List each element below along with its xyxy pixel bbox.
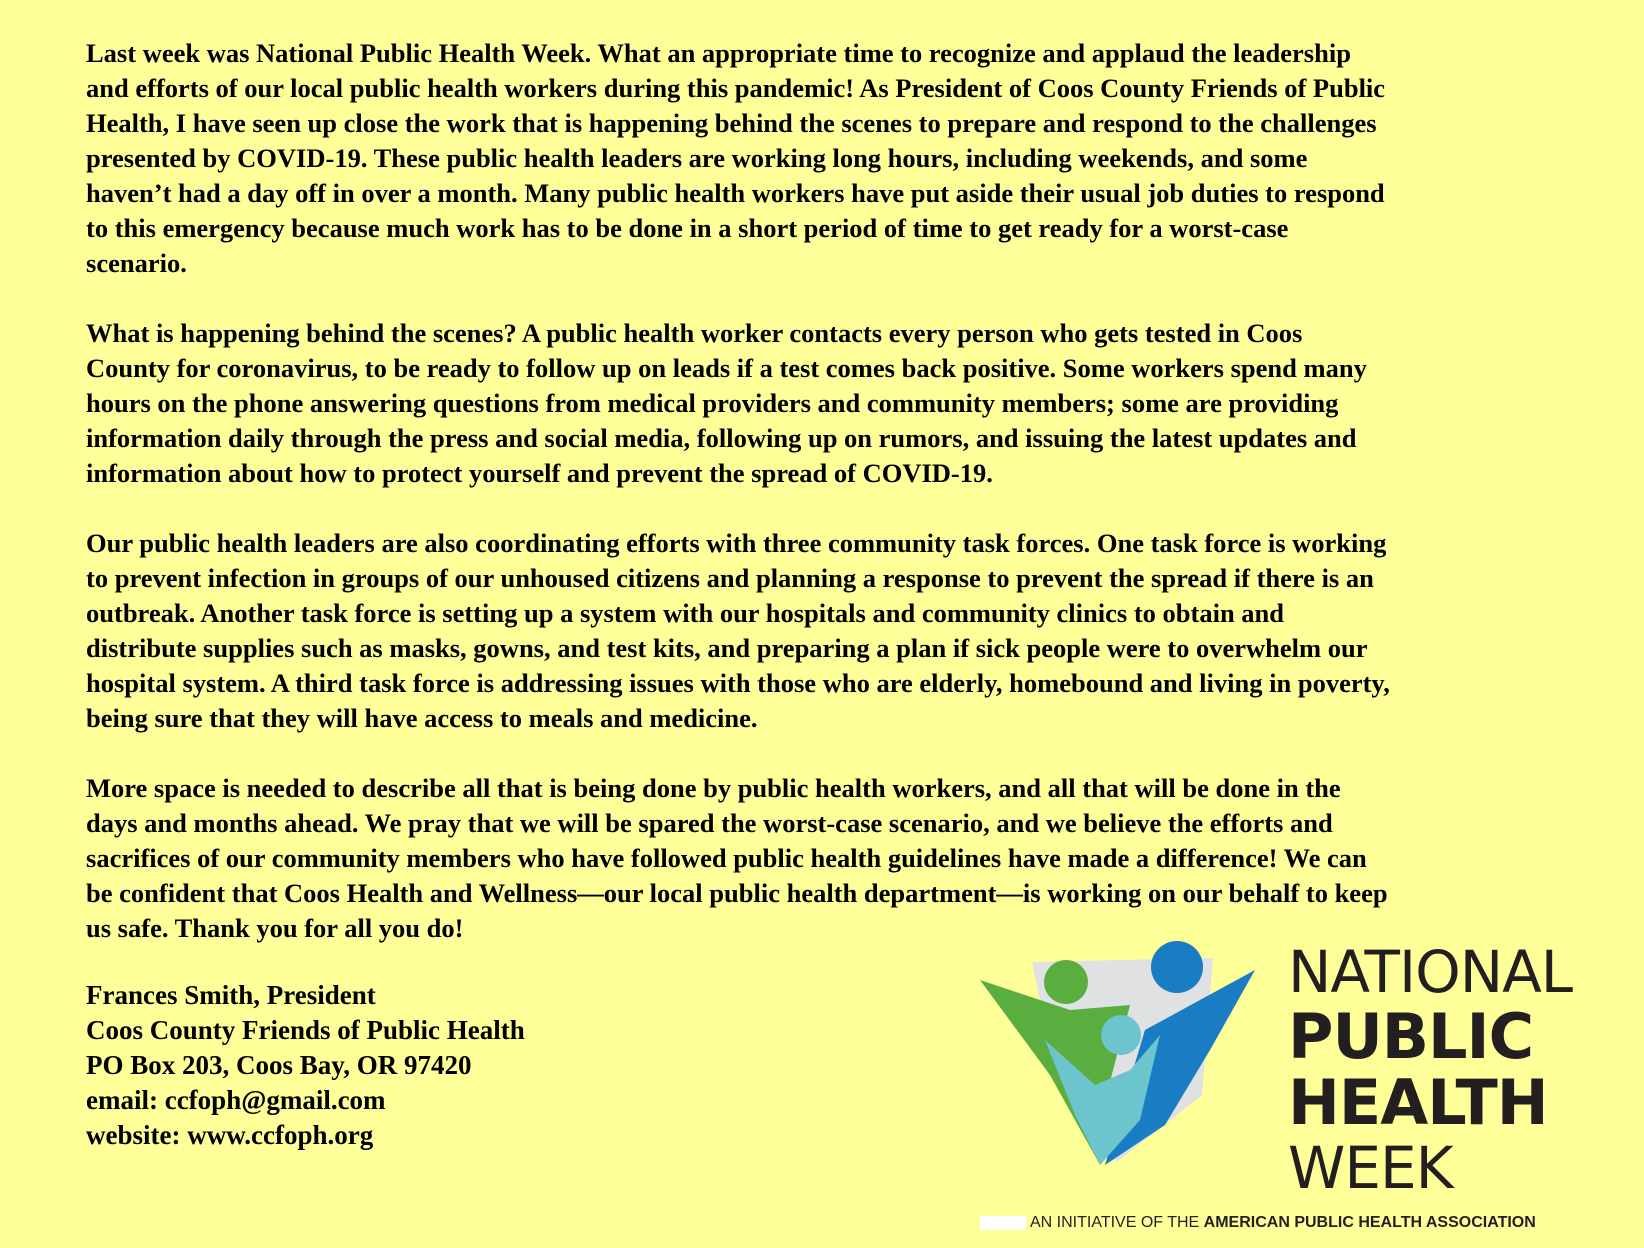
logo-wordmark xyxy=(1288,940,1572,1200)
text-line: distribute supplies such as masks, gowns, and test kits, and preparing a plan if sick people were to overwhelm our xyxy=(86,633,1368,663)
text-line: being sure that they will have access to meals and medicine. xyxy=(86,703,758,733)
text-line: More space is needed to describe all that is being done by public health workers, and all that will be done in the xyxy=(86,773,1341,803)
text-line: and efforts of our local public health workers during this pandemic! As President of Coos County Friends of Public xyxy=(86,73,1386,103)
text-line: Last week was National Public Health Week. What an appropriate time to recognize and applaud the leadership xyxy=(86,38,1351,68)
initiative-prefix: AN INITIATIVE OF THE xyxy=(1030,1214,1204,1231)
text-line: County for coronavirus, to be ready to follow up on leads if a test comes back positive. Some workers spend many xyxy=(86,353,1367,383)
text-line: sacrifices of our community members who have followed public health guidelines have made a difference! We can xyxy=(86,843,1367,873)
text-line: be confident that Coos Health and Wellness—our local public health department—is working on our behalf to keep xyxy=(86,878,1388,908)
text-line: presented by COVID-19. These public health leaders are working long hours, including weekends, and some xyxy=(86,143,1308,173)
paragraph-4 xyxy=(86,771,1576,946)
text-line: us safe. Thank you for all you do! xyxy=(86,913,464,943)
text-line: haven’t had a day off in over a month. Many public health workers have put aside their usual job duties to respond xyxy=(86,178,1385,208)
nphw-logo xyxy=(980,940,1580,1230)
paragraph-2 xyxy=(86,316,1576,491)
text-line: Health, I have seen up close the work that is happening behind the scenes to prepare and respond to the challenges xyxy=(86,108,1377,138)
text-line: to prevent infection in groups of our unhoused citizens and planning a response to prevent the spread if there is an xyxy=(86,563,1374,593)
text-line: scenario. xyxy=(86,248,187,278)
text-line: information daily through the press and social media, following up on rumors, and issuing the latest updates and xyxy=(86,423,1357,453)
initiative-organization: AMERICAN PUBLIC HEALTH ASSOCIATION xyxy=(1203,1214,1536,1231)
text-line: days and months ahead. We pray that we will be spared the worst-case scenario, and we believe the efforts and xyxy=(86,808,1333,838)
text-line: hours on the phone answering questions from medical providers and community members; some are providing xyxy=(86,388,1339,418)
logo-line-public: PUBLIC xyxy=(1288,1000,1534,1073)
logo-line-health: HEALTH xyxy=(1288,1066,1548,1139)
logo-line-week: WEEK xyxy=(1288,1134,1453,1202)
signer-organization: Coos County Friends of Public Health xyxy=(86,1015,525,1045)
paragraph-1 xyxy=(86,36,1576,281)
signer-name: Frances Smith, President xyxy=(86,980,376,1010)
paragraph-3 xyxy=(86,526,1576,736)
apha-initiative-banner xyxy=(980,1213,1560,1233)
letter-body xyxy=(86,36,1576,981)
signature-block xyxy=(86,978,525,1153)
text-line: to this emergency because much work has to be done in a short period of time to get ready for a worst-case xyxy=(86,213,1289,243)
text-line: outbreak. Another task force is setting up a system with our hospitals and community clinics to obtain and xyxy=(86,598,1285,628)
text-line: What is happening behind the scenes? A public health worker contacts every person who gets tested in Coos xyxy=(86,318,1303,348)
email-address: email: ccfoph@gmail.com xyxy=(86,1085,386,1115)
website-address: website: www.ccfoph.org xyxy=(86,1120,374,1150)
white-bar xyxy=(980,1216,1026,1230)
logo-line-national: NATIONAL xyxy=(1288,938,1573,1006)
text-line: Our public health leaders are also coordinating efforts with three community task forces. One task force is working xyxy=(86,528,1387,558)
mailing-address: PO Box 203, Coos Bay, OR 97420 xyxy=(86,1050,472,1080)
nphw-figures-icon xyxy=(980,940,1280,1180)
text-line: information about how to protect yourself and prevent the spread of COVID-19. xyxy=(86,458,993,488)
text-line: hospital system. A third task force is addressing issues with those who are elderly, homebound and living in poverty, xyxy=(86,668,1390,698)
